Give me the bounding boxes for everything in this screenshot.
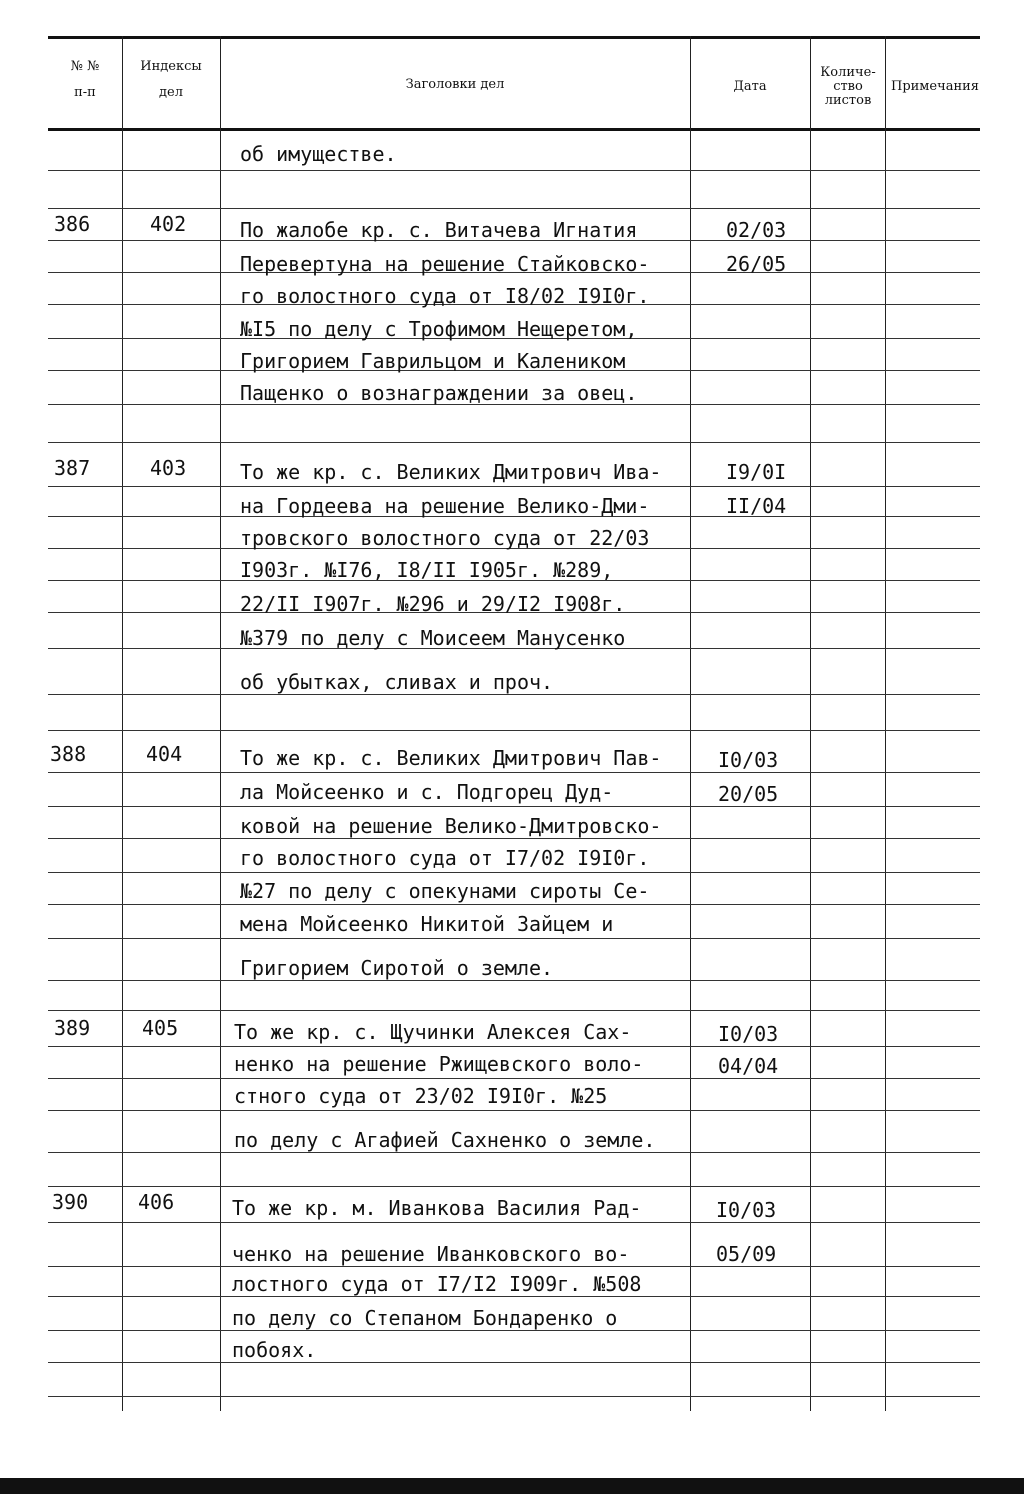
entry-number: 390 xyxy=(52,1190,89,1214)
entry-date-from: I9/0I xyxy=(726,460,787,484)
row-rule xyxy=(48,1152,980,1153)
row-rule xyxy=(48,170,980,171)
entry-title-line: №I5 по делу с Трофимом Нещеретом, xyxy=(240,317,638,341)
entry-number: 386 xyxy=(54,212,91,236)
row-rule xyxy=(48,806,980,807)
header-col-title: Заголовки дел xyxy=(405,77,505,92)
row-rule xyxy=(48,1110,980,1111)
entry-date-from: I0/03 xyxy=(718,748,779,772)
header-col-notes: Примечания xyxy=(890,79,979,94)
entry-title-line: По жалобе кр. с. Витачева Игнатия xyxy=(240,218,638,242)
row-rule xyxy=(48,1222,980,1223)
entry-date-to: 26/05 xyxy=(726,252,787,276)
column-rule xyxy=(220,36,221,1411)
row-rule xyxy=(48,1362,980,1363)
row-rule xyxy=(48,1046,980,1047)
entry-title-line: Григорием Гаврильцом и Калеником xyxy=(240,349,626,373)
row-rule xyxy=(48,1078,980,1079)
entry-title-line: №27 по делу с опекунами сироты Се- xyxy=(240,879,650,903)
entry-title-line: го волостного суда от I8/02 I9I0г. xyxy=(240,284,650,308)
entry-title-line: по делу со Степаном Бондаренко о xyxy=(232,1306,618,1330)
entry-date-from: I0/03 xyxy=(716,1198,777,1222)
row-rule xyxy=(48,1330,980,1331)
entry-title-line: Пащенко о вознаграждении за овец. xyxy=(240,381,638,405)
entry-title-line: I903г. №I76, I8/II I905г. №289, xyxy=(240,558,614,582)
row-rule xyxy=(48,938,980,939)
entry-title-line: стного суда от 23/02 I9I0г. №25 xyxy=(234,1084,608,1108)
entry-title-line: го волостного суда от I7/02 I9I0г. xyxy=(240,846,650,870)
entry-title-line: об убытках, сливах и проч. xyxy=(240,670,554,694)
row-rule xyxy=(48,980,980,981)
entry-title-line: Перевертуна на решение Стайковско- xyxy=(240,252,650,276)
entry-number: 388 xyxy=(50,742,87,766)
row-rule xyxy=(48,838,980,839)
entry-index: 404 xyxy=(146,742,183,766)
entry-title-line: То же кр. с. Щучинки Алексея Сах- xyxy=(234,1020,632,1044)
header-col-count xyxy=(812,66,884,108)
entry-date-to: 04/04 xyxy=(718,1054,779,1078)
row-rule xyxy=(48,1010,980,1011)
entry-title-line: №379 по делу с Моисеем Манусенко xyxy=(240,626,626,650)
entry-date-from: I0/03 xyxy=(718,1022,779,1046)
entry-index: 403 xyxy=(150,456,187,480)
entry-title-line: побоях. xyxy=(232,1338,317,1362)
scan-edge-shadow xyxy=(0,1478,1024,1494)
header-col-index-line2: дел xyxy=(159,85,183,100)
entry-title-line: Григорием Сиротой о земле. xyxy=(240,956,554,980)
entry-index: 402 xyxy=(150,212,187,236)
column-rule xyxy=(122,36,123,1411)
header-col-count-line2: ство xyxy=(833,79,863,94)
entry-title-line: То же кр. м. Иванкова Василия Рад- xyxy=(232,1196,642,1220)
entry-date-from: 02/03 xyxy=(726,218,787,242)
entry-title-line: тровского волостного суда от 22/03 xyxy=(240,526,650,550)
entry-index: 406 xyxy=(138,1190,175,1214)
entry-number: 389 xyxy=(54,1016,91,1040)
column-rule xyxy=(690,36,691,1411)
entry-title-line: ковой на решение Велико-Дмитровско- xyxy=(240,814,662,838)
column-rule xyxy=(810,36,811,1411)
row-rule xyxy=(48,1396,980,1397)
entry-title-line: ненко на решение Ржищевского воло- xyxy=(234,1052,644,1076)
column-rule xyxy=(885,36,886,1411)
row-rule xyxy=(48,1186,980,1187)
entry-title-line: То же кр. с. Великих Дмитрович Ива- xyxy=(240,460,662,484)
entry-date-to: 20/05 xyxy=(718,782,779,806)
row-rule xyxy=(48,1296,980,1297)
header-top-rule xyxy=(48,36,980,39)
entry-title-line: по делу с Агафией Сахненко о земле. xyxy=(234,1128,656,1152)
row-rule xyxy=(48,208,980,209)
header-col-index-line1: Индексы xyxy=(140,59,202,74)
header-col-count-line1: Количе- xyxy=(820,65,876,80)
row-rule xyxy=(48,904,980,905)
entry-title-line: ченко на решение Иванковского во- xyxy=(232,1242,630,1266)
header-col-number xyxy=(50,60,120,100)
entry-title-line: на Гордеева на решение Велико-Дми- xyxy=(240,494,650,518)
entry-title-line: ла Мойсеенко и с. Подгорец Дуд- xyxy=(240,780,614,804)
header-col-date: Дата xyxy=(733,79,767,94)
entry-date-to: II/04 xyxy=(726,494,787,518)
row-rule xyxy=(48,872,980,873)
row-rule xyxy=(48,772,980,773)
entry-title-line: лостного суда от I7/I2 I909г. №508 xyxy=(232,1272,642,1296)
header-col-index xyxy=(124,60,218,100)
header-col-count-line3: листов xyxy=(824,93,872,108)
row-rule xyxy=(48,694,980,695)
header-col-number-line2: п-п xyxy=(74,85,96,100)
row-rule xyxy=(48,730,980,731)
entry-title-line: То же кр. с. Великих Дмитрович Пав- xyxy=(240,746,662,770)
entry-title-line: 22/II I907г. №296 и 29/I2 I908г. xyxy=(240,592,626,616)
entry-number: 387 xyxy=(54,456,91,480)
header-col-number-line1: № № xyxy=(70,59,100,74)
row-rule xyxy=(48,442,980,443)
entry-title-line: мена Мойсеенко Никитой Зайцем и xyxy=(240,912,614,936)
continuation-text: об имуществе. xyxy=(240,142,397,166)
row-rule xyxy=(48,1266,980,1267)
row-rule xyxy=(48,486,980,487)
entry-index: 405 xyxy=(142,1016,179,1040)
header-bottom-rule xyxy=(48,128,980,131)
entry-date-to: 05/09 xyxy=(716,1242,777,1266)
